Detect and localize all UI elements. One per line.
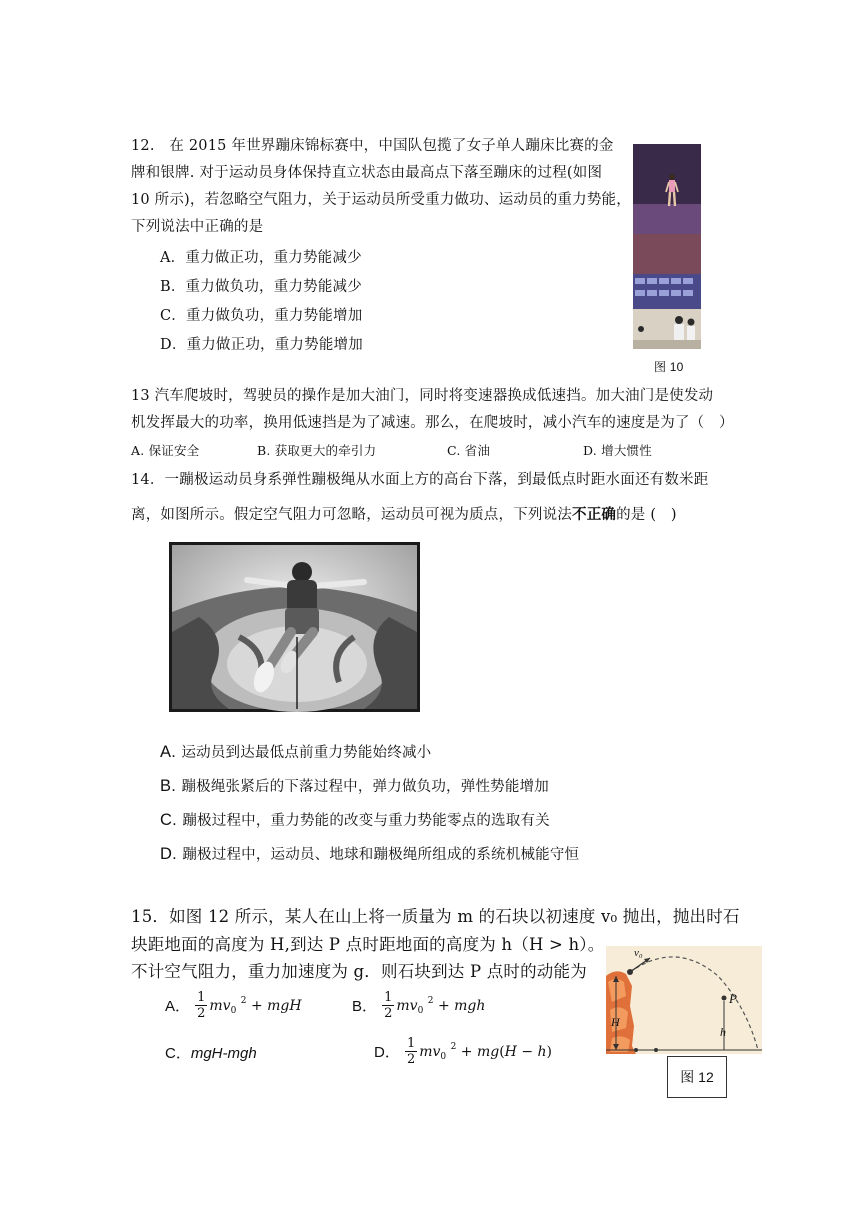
q13-option-a: A. 保证安全 <box>131 443 200 458</box>
q15-line-1: 15．如图 12 所示，某人在山上将一质量为 m 的石块以初速度 v₀ 抛出，抛出时石 <box>131 907 740 926</box>
q13-line-2: 机发挥最大的功率，换用低速挡是为了减速。那么，在爬坡时，减小汽车的速度是为了（ ） <box>131 415 734 431</box>
q14-option-d-label: D. <box>160 845 177 863</box>
q12-option-d: D．重力做正功，重力势能增加 <box>160 337 363 353</box>
figure-12-p-label: P <box>729 991 737 1006</box>
q15-option-d-expression: $mv_0$ $^2$ + mg(H − h) <box>419 1041 553 1062</box>
q15-option-c-text: mgH-mgh <box>190 1045 257 1062</box>
q15-option-d-label: D． <box>374 1044 400 1061</box>
q13-option-c: C. 省油 <box>447 443 491 458</box>
q13-line-1: 13 汽车爬坡时，驾驶员的操作是加大油门，同时将变速器换成低速挡。加大油门是使发动 <box>131 388 714 404</box>
q13-option-b: B. 获取更大的牵引力 <box>257 443 377 458</box>
bungee-photo <box>169 542 420 712</box>
q15-option-d <box>374 1036 552 1067</box>
q15-line-3: 不计空气阻力，重力加速度为 g．则石块到达 P 点时的动能为 <box>131 962 587 981</box>
q14-option-c-text: 蹦极过程中，重力势能的改变与重力势能零点的选取有关 <box>182 813 550 829</box>
q12-option-c: C．重力做负功，重力势能增加 <box>160 308 363 324</box>
q14-option-a-text: 运动员到达最低点前重力势能始终减小 <box>181 745 432 761</box>
q13-option-d: D. 增大惯性 <box>583 443 652 458</box>
q14-option-d <box>160 843 579 866</box>
q14-option-b-label: B. <box>160 777 176 795</box>
q15-option-b-numerator: 1 <box>384 990 393 1005</box>
projectile-diagram <box>606 946 762 1054</box>
trampoline-photo <box>633 144 701 349</box>
figure-12-v0-label: v₀ <box>634 947 643 959</box>
figure-12-h-small-label: h <box>720 1025 726 1039</box>
q12-line-4: 下列说法中正确的是 <box>131 219 264 235</box>
q14-option-b <box>160 775 549 798</box>
q15-option-b <box>352 990 485 1021</box>
q15-option-b-label: B． <box>352 998 378 1015</box>
q14-option-a <box>160 741 431 764</box>
figure-12-h-big-label: H <box>611 1015 620 1029</box>
q15-option-b-fraction <box>382 990 394 1021</box>
q15-option-d-numerator: 1 <box>406 1036 416 1051</box>
figure-12-caption <box>667 1056 727 1098</box>
q15-option-a-denominator: 2 <box>197 1006 206 1021</box>
figure-10-caption: 图 10 <box>654 360 684 374</box>
q14-line-2-text: 离，如图所示。假定空气阻力可忽略，运动员可视为质点，下列说法 <box>131 507 572 523</box>
q15-option-a-fraction <box>195 990 207 1021</box>
q14-line-2-end: 的是 ( ) <box>616 507 677 523</box>
q14-option-b-text: 蹦极绳张紧后的下落过程中，弹力做负功，弹性势能增加 <box>181 779 549 795</box>
q14-option-c-label: C. <box>160 811 177 829</box>
q15-option-a <box>165 990 302 1021</box>
q15-option-c-label: C． <box>165 1045 191 1062</box>
q12-line-3: 10 所示)，若忽略空气阻力，关于运动员所受重力做功、运动员的重力势能， <box>131 192 631 208</box>
q14-option-d-text: 蹦极过程中，运动员、地球和蹦极绳所组成的系统机械能守恒 <box>182 847 580 863</box>
q14-option-a-label: A. <box>160 743 176 761</box>
q12-option-b: B．重力做负功，重力势能减少 <box>160 279 362 295</box>
q14-option-c <box>160 809 550 832</box>
q15-line-2: 块距地面的高度为 H,到达 P 点时距地面的高度为 h（H > h）。 <box>131 935 605 954</box>
q12-line-1: 12. 在 2015 年世界蹦床锦标赛中，中国队包揽了女子单人蹦床比赛的金 <box>131 138 614 154</box>
q14-line-1: 14．一蹦极运动员身系弹性蹦极绳从水面上方的高台下落，到最低点时距水面还有数米距 <box>131 472 709 488</box>
q15-option-a-label: A． <box>165 998 191 1015</box>
q12-option-a: A．重力做正功，重力势能减少 <box>160 250 362 266</box>
q12-line-2: 牌和银牌. 对于运动员身体保持直立状态由最高点下落至蹦床的过程(如图 <box>131 165 603 181</box>
q15-option-c <box>165 1042 257 1063</box>
q15-option-a-numerator: 1 <box>197 990 206 1005</box>
q14-not-correct-emphasis: 不正确 <box>572 506 617 523</box>
q15-option-d-fraction <box>405 1036 417 1067</box>
q14-line-2 <box>131 505 677 525</box>
q15-option-d-denominator: 2 <box>406 1052 416 1067</box>
q15-option-a-expression: $mv_0$ $^2$ + mgH <box>209 995 302 1016</box>
figure-12-caption-text: 图 12 <box>680 1069 714 1085</box>
q15-option-b-expression: $mv_0$ $^2$ + mgh <box>396 995 486 1016</box>
q15-option-b-denominator: 2 <box>384 1006 393 1021</box>
